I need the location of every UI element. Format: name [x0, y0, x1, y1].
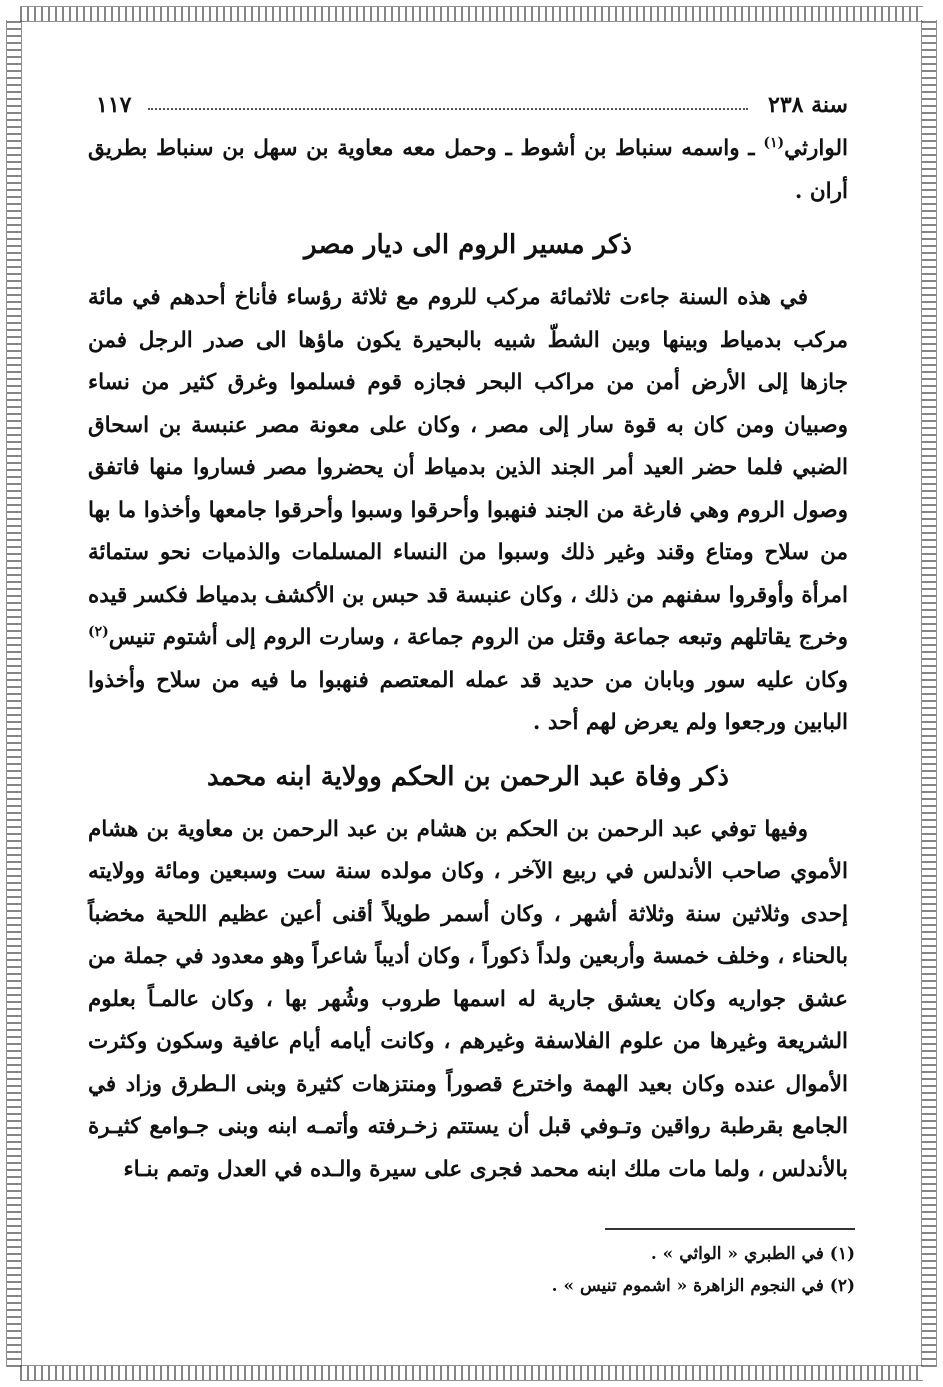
intro-text-end: ـ واسمه سنباط بن أشوط ـ وحمل معه معاوية بن سهل بن سنباط بطريق أران .	[88, 136, 848, 204]
footnote-ref-1[interactable]: (١)	[763, 134, 785, 151]
section2-paragraph: وفيها توفي عبد الرحمن بن الحكم بن هشام بن عبد الرحمن بن معاوية بن هشام الأموي صاحب الأندلس في ربيع الآخر ، وكان مولده سنة ست وسبعين ومائة وولايته إحدى وثلاثين سنة وثلاثة أشهر ، وكان أسمر طويلاً أقنى أعين عظيم اللحية مخضباً بالحناء ، وخلف خمسة وأربعين ولداً ذكوراً ، وكان أديباً شاعراً وهو معدود في جملة من عشق جواريه وكان يعشق جارية له اسمها طروب وشُهر بها ، وكان عالمـاً بعلوم الشريعة وغيرها من علوم الفلاسفة وغيرهم ، وكانت أيامه أيام عافية وسكون وكثرت الأموال عنده وكان بعيد الهمة واخترع قصوراً ومنتزهات كثيرة وبنى الـطرق وزاد في الجامع بقرطبة رواقين وتـوفي قبل أن يستتم زخـرفته وأتمـه ابنه وبنى جـوامع كثيـرة بالأندلس ، ولما مات ملك ابنه محمد فجرى على سيرة والـده في العدل وتمم بنـاء	[88, 816, 848, 1182]
intro-text-start: الوارثي	[784, 136, 848, 161]
section1-text-start: في هذه السنة جاءت ثلاثمائة مركب للروم مع ثلاثة رؤساء فأناخ أحدهم في مائة مركب بدمياط وبينها وبين الشطّ شبيه بالبحيرة يكون ماؤها الى صدر الرجل فمن جازها إلى الأرض أمن من مراكب البحر فجازه قوم فسلموا وغرق كثير من نساء وصبيان ومن كان به قوة سار إلى مصر ، وكان على معونة مصر عنبسة بن اسحاق الضبي فلما حضر العيد أمر الجند الذين بدمياط أن يحضروا مصر فساروا منها فاتفق وصول الروم وهي فارغة من الجند فنهبوا وأحرقوا وسبوا وأحرقوا جامعها وأخذوا ما بها من سلاح ومتاع وقند وغير ذلك وسبوا من النساء المسلمات والذميات نحو ستمائة امرأة وأوقروا سفنهم من ذلك ، وكان عنبسة قد حبس بن الأكشف بدمياط فكسر قيده وخرج يقاتلهم وتبعه جماعة وقتل من الروم جماعة ، وسارت الروم إلى أشتوم تنيس	[88, 285, 848, 650]
section1-paragraph	[88, 277, 848, 745]
page-body	[88, 88, 848, 1191]
footnotes	[95, 1228, 855, 1302]
ornamental-border-top	[20, 6, 923, 22]
page-number: ١١٧	[96, 92, 132, 118]
running-header	[88, 88, 848, 128]
section1-text-end: وكان عليه سور وبابان من حديد قد عمله المعتصم فنهبوا ما فيه من سلاح وأخذوا البابين ورجعوا ولم يعرض لهم أحد .	[88, 667, 848, 735]
ornamental-border-left	[6, 20, 22, 1367]
section-heading-abdulrahman: ذكر وفاة عبد الرحمن بن الحكم وولاية ابنه محمد	[206, 761, 729, 792]
footnote-ref-2[interactable]: (٢)	[88, 623, 109, 640]
ornamental-border-bottom	[20, 1365, 923, 1381]
footnote-1: (١) في الطبري « الواثي » .	[650, 1244, 855, 1264]
section-heading-rum-egypt: ذكر مسير الروم الى ديار مصر	[304, 230, 632, 260]
footnote-separator	[605, 1228, 855, 1230]
ornamental-border-right	[921, 20, 937, 1367]
header-dotted-leader	[148, 108, 748, 110]
header-year: سنة ٢٣٨	[768, 92, 848, 118]
footnote-2: (٢) في النجوم الزاهرة « اشموم تنيس » .	[551, 1276, 855, 1296]
intro-paragraph	[88, 128, 848, 213]
